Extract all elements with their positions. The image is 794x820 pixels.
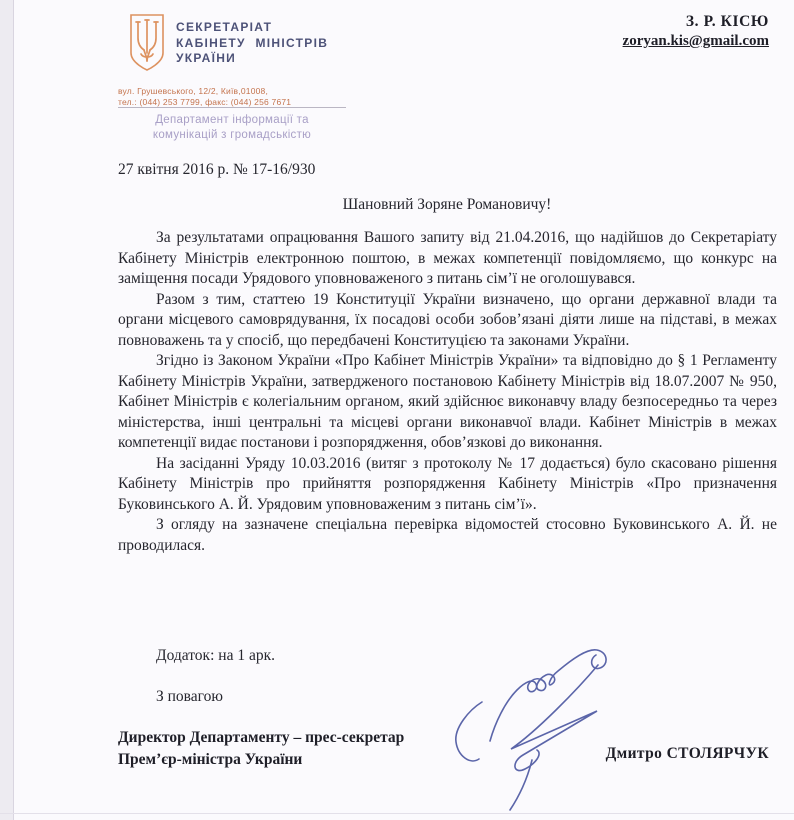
- org-name-line2: КАБІНЕТУ МІНІСТРІВ: [176, 35, 329, 50]
- addressee-name: З. Р. КІСЮ: [685, 13, 769, 30]
- department-line1: Департамент інформації та: [155, 114, 309, 126]
- attachment-note: Додаток: на 1 арк.: [156, 647, 275, 664]
- signer-title-line2: Прем’єр-міністра України: [118, 751, 303, 768]
- coat-of-arms-icon: [128, 13, 166, 73]
- body-paragraph: За результатами опрацювання Вашого запиту від 21.04.2016, що надійшов до Секретаріату Кабінету Міністрів електронною поштою, в межах компетенції повідомляємо, що конкурс на заміщення посади Урядового уповноваженого з питань сім’ї не оголошувався.: [118, 229, 777, 287]
- body-paragraph: Разом з тим, статтею 19 Конституції України визначено, що органи державної влади та органи місцевого самоврядування, їх посадові особи зобов’язані діяти лише на підставі, в межах повноважень та у спосіб, що передбачені Конституцією та законами України.: [118, 290, 777, 349]
- body-paragraph: На засіданні Уряду 10.03.2016 (витяг з протоколу № 17 додається) було скасовано рішення Кабінету Міністрів про прийняття розпорядження Кабінету Міністрів «Про призначення Буковинського А. Й. Урядовим уповноваженим з питань сім’ї».: [118, 454, 777, 513]
- scan-edge-bottom: [0, 813, 794, 814]
- regards: З повагою: [156, 688, 223, 705]
- salutation: Шановний Зоряне Романовичу!: [342, 196, 552, 213]
- address-line2: тел.: (044) 253 7799, факс: (044) 256 7671: [118, 97, 292, 107]
- scan-edge-left: [0, 0, 14, 820]
- signer-title-line1: Директор Департаменту – прес-секретар: [118, 729, 405, 746]
- signer-name: Дмитро СТОЛЯРЧУК: [605, 745, 769, 762]
- org-name: [176, 20, 328, 67]
- org-name-line1: СЕКРЕТАРІАТ: [176, 20, 273, 34]
- body-paragraph: З огляду на зазначене спеціальна перевірка відомостей стосовно Буковинського А. Й. не проводилася.: [118, 516, 777, 554]
- signer-title: [118, 727, 404, 771]
- org-name-line3: УКРАЇНИ: [176, 51, 237, 65]
- reference-date-number: 27 квітня 2016 р. № 17-16/930: [118, 161, 316, 178]
- department-name: [112, 113, 352, 143]
- department-line2: комунікацій з громадськістю: [152, 129, 312, 141]
- body-paragraph: Згідно із Законом України «Про Кабінет Міністрів України» та відповідно до § 1 Регламенту Кабінету Міністрів України, затвердженого постановою Кабінету Міністрів від 18.07.2007 № 950, Кабінет Міністрів є колегіальним органом, який здійснює виконавчу владу безпосередньо та через міністерства, інші центральні та місцеві органи виконавчої влади. Кабінет Міністрів в межах компетенції видає постанови і розпорядження, обов’язкові до виконання.: [118, 352, 777, 451]
- signature-icon: [437, 636, 649, 816]
- address-line1: вул. Грушевського, 12/2, Київ,01008,: [118, 86, 269, 96]
- letterhead-address: [118, 86, 291, 108]
- letterhead-divider: [118, 107, 346, 108]
- letter-body: [118, 228, 777, 556]
- addressee-block: [623, 13, 769, 50]
- addressee-email-link[interactable]: zoryan.kis@gmail.com: [622, 33, 769, 49]
